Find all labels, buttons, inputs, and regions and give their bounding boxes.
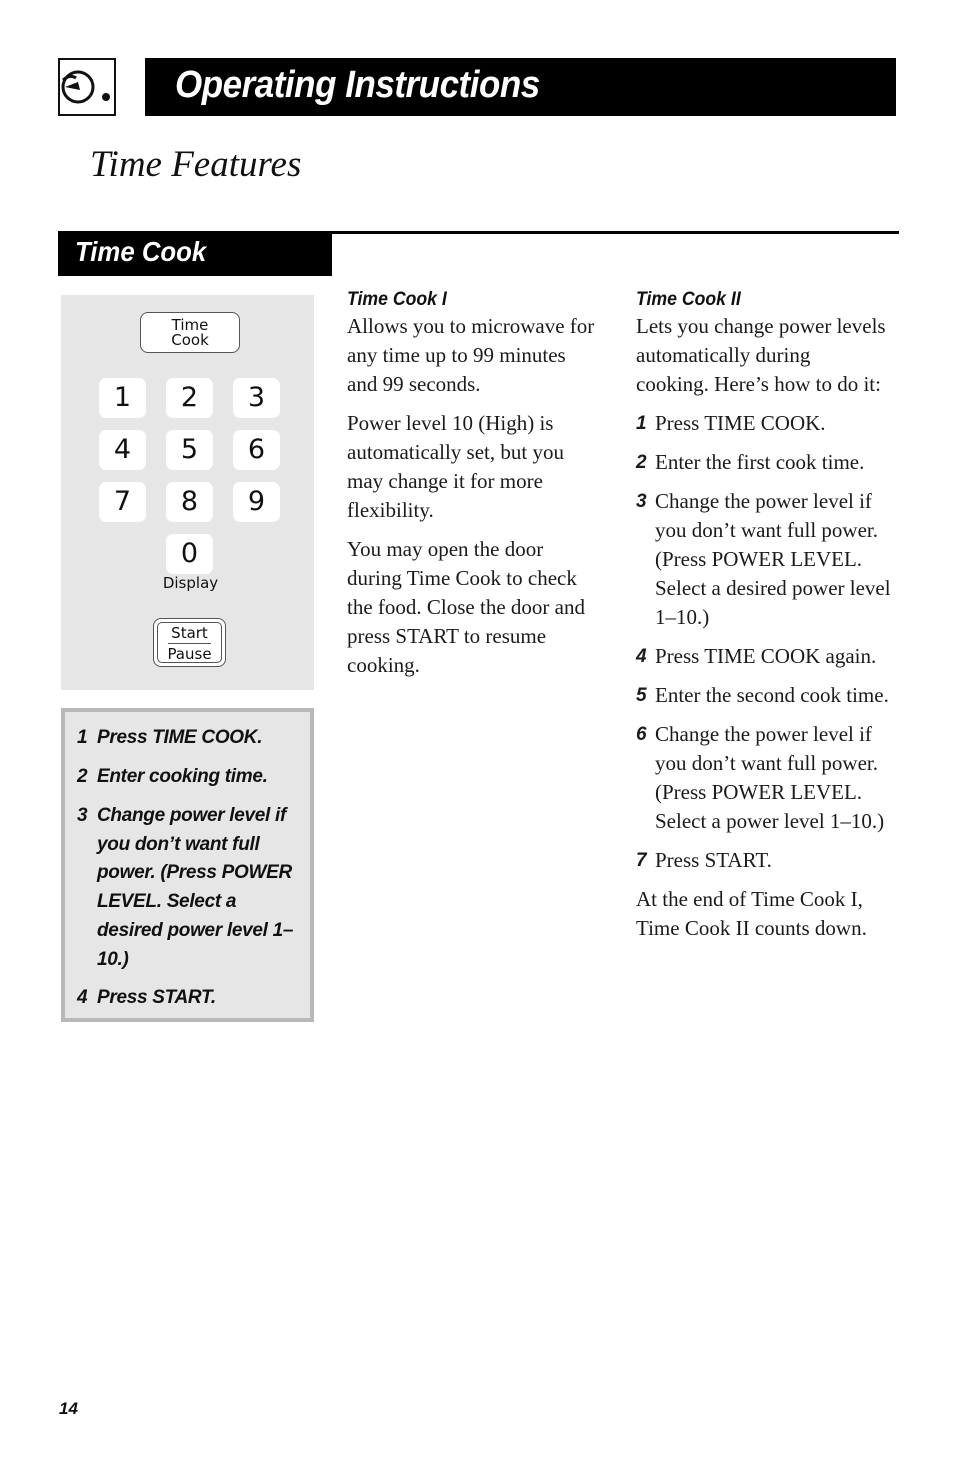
section-title: Time Features <box>90 144 302 185</box>
digit-key-4: 4 <box>99 430 146 470</box>
step-number: 2 <box>636 452 647 473</box>
quick-steps-box <box>61 708 314 1022</box>
quick-step <box>77 763 317 792</box>
step-number: 5 <box>636 685 647 706</box>
paragraph: You may open the door during Time Cook to check the food. Close the door and press START to resume cooking. <box>347 537 585 677</box>
quick-step-text: Enter cooking time. <box>97 766 268 787</box>
step-text: Press TIME COOK. <box>655 411 826 435</box>
microwave-logo-icon <box>58 58 116 116</box>
digit-key-2: 2 <box>166 378 213 418</box>
time-cook-key <box>140 312 240 353</box>
step-item <box>636 681 898 710</box>
step-item <box>636 487 898 632</box>
page-number: 14 <box>59 1399 78 1418</box>
pause-key-label: Pause <box>167 645 212 663</box>
quick-step-number: 1 <box>77 727 88 748</box>
start-pause-key <box>153 618 226 667</box>
paragraph: Power level 10 (High) is automatically set, but you may change it for more flexibility. <box>347 411 564 522</box>
keypad-illustration <box>61 295 314 690</box>
step-number: 7 <box>636 850 647 871</box>
step-number: 1 <box>636 413 647 434</box>
digit-key-8: 8 <box>166 482 213 522</box>
digit-key-0: 0 <box>166 534 213 574</box>
quick-step-number: 2 <box>77 766 88 787</box>
header-bar <box>145 58 896 116</box>
quick-step-number: 4 <box>77 987 88 1008</box>
step-text: Change the power level if you don’t want full power. (Press POWER LEVEL. Select a desired power level 1–10.) <box>655 489 891 629</box>
step-item <box>636 448 898 477</box>
step-text: Enter the second cook time. <box>655 683 889 707</box>
quick-step <box>77 984 317 1013</box>
digit-key-3: 3 <box>233 378 280 418</box>
paragraph: Allows you to microwave for any time up to 99 minutes and 99 seconds. <box>347 314 595 396</box>
time-cook-1-heading: Time Cook I <box>347 289 447 310</box>
quick-step-text: Press START. <box>97 987 216 1008</box>
display-key-label: Display <box>162 574 219 592</box>
digit-key-1: 1 <box>99 378 146 418</box>
time-cook-2-column <box>636 288 898 953</box>
quick-step <box>77 802 302 974</box>
quick-step-number: 3 <box>77 805 88 826</box>
outro-paragraph: At the end of Time Cook I, Time Cook II counts down. <box>636 887 867 940</box>
digit-key-9: 9 <box>233 482 280 522</box>
digit-key-6: 6 <box>233 430 280 470</box>
quick-step-text: Change power level if you don’t want full power. (Press POWER LEVEL. Select a desired power level 1–10.) <box>97 805 294 970</box>
time-cook-key-line1: Time <box>171 316 209 334</box>
step-text: Change the power level if you don’t want full power. (Press POWER LEVEL. Select a power level 1–10.) <box>655 722 885 833</box>
subsection-band <box>58 231 332 276</box>
step-text: Press TIME COOK again. <box>655 644 877 668</box>
step-number: 4 <box>636 646 647 667</box>
time-cook-1-column <box>347 288 597 690</box>
step-item <box>636 409 898 438</box>
step-item <box>636 720 898 836</box>
step-item <box>636 846 898 875</box>
step-item <box>636 642 898 671</box>
intro-paragraph: Lets you change power levels automatically during cooking. Here’s how to do it: <box>636 314 886 396</box>
quick-step-text: Press TIME COOK. <box>97 727 263 748</box>
start-key-label: Start <box>171 624 208 642</box>
quick-step <box>77 724 317 753</box>
step-number: 6 <box>636 724 647 745</box>
step-text: Press START. <box>655 848 772 872</box>
subsection-title: Time Cook <box>75 236 207 267</box>
page-header-title: Operating Instructions <box>175 64 540 106</box>
step-number: 3 <box>636 491 647 512</box>
step-text: Enter the first cook time. <box>655 450 865 474</box>
time-cook-key-line2: Cook <box>171 331 209 349</box>
time-cook-2-heading: Time Cook II <box>636 289 741 310</box>
digit-key-5: 5 <box>166 430 213 470</box>
section-rule <box>332 231 899 234</box>
digit-key-7: 7 <box>99 482 146 522</box>
